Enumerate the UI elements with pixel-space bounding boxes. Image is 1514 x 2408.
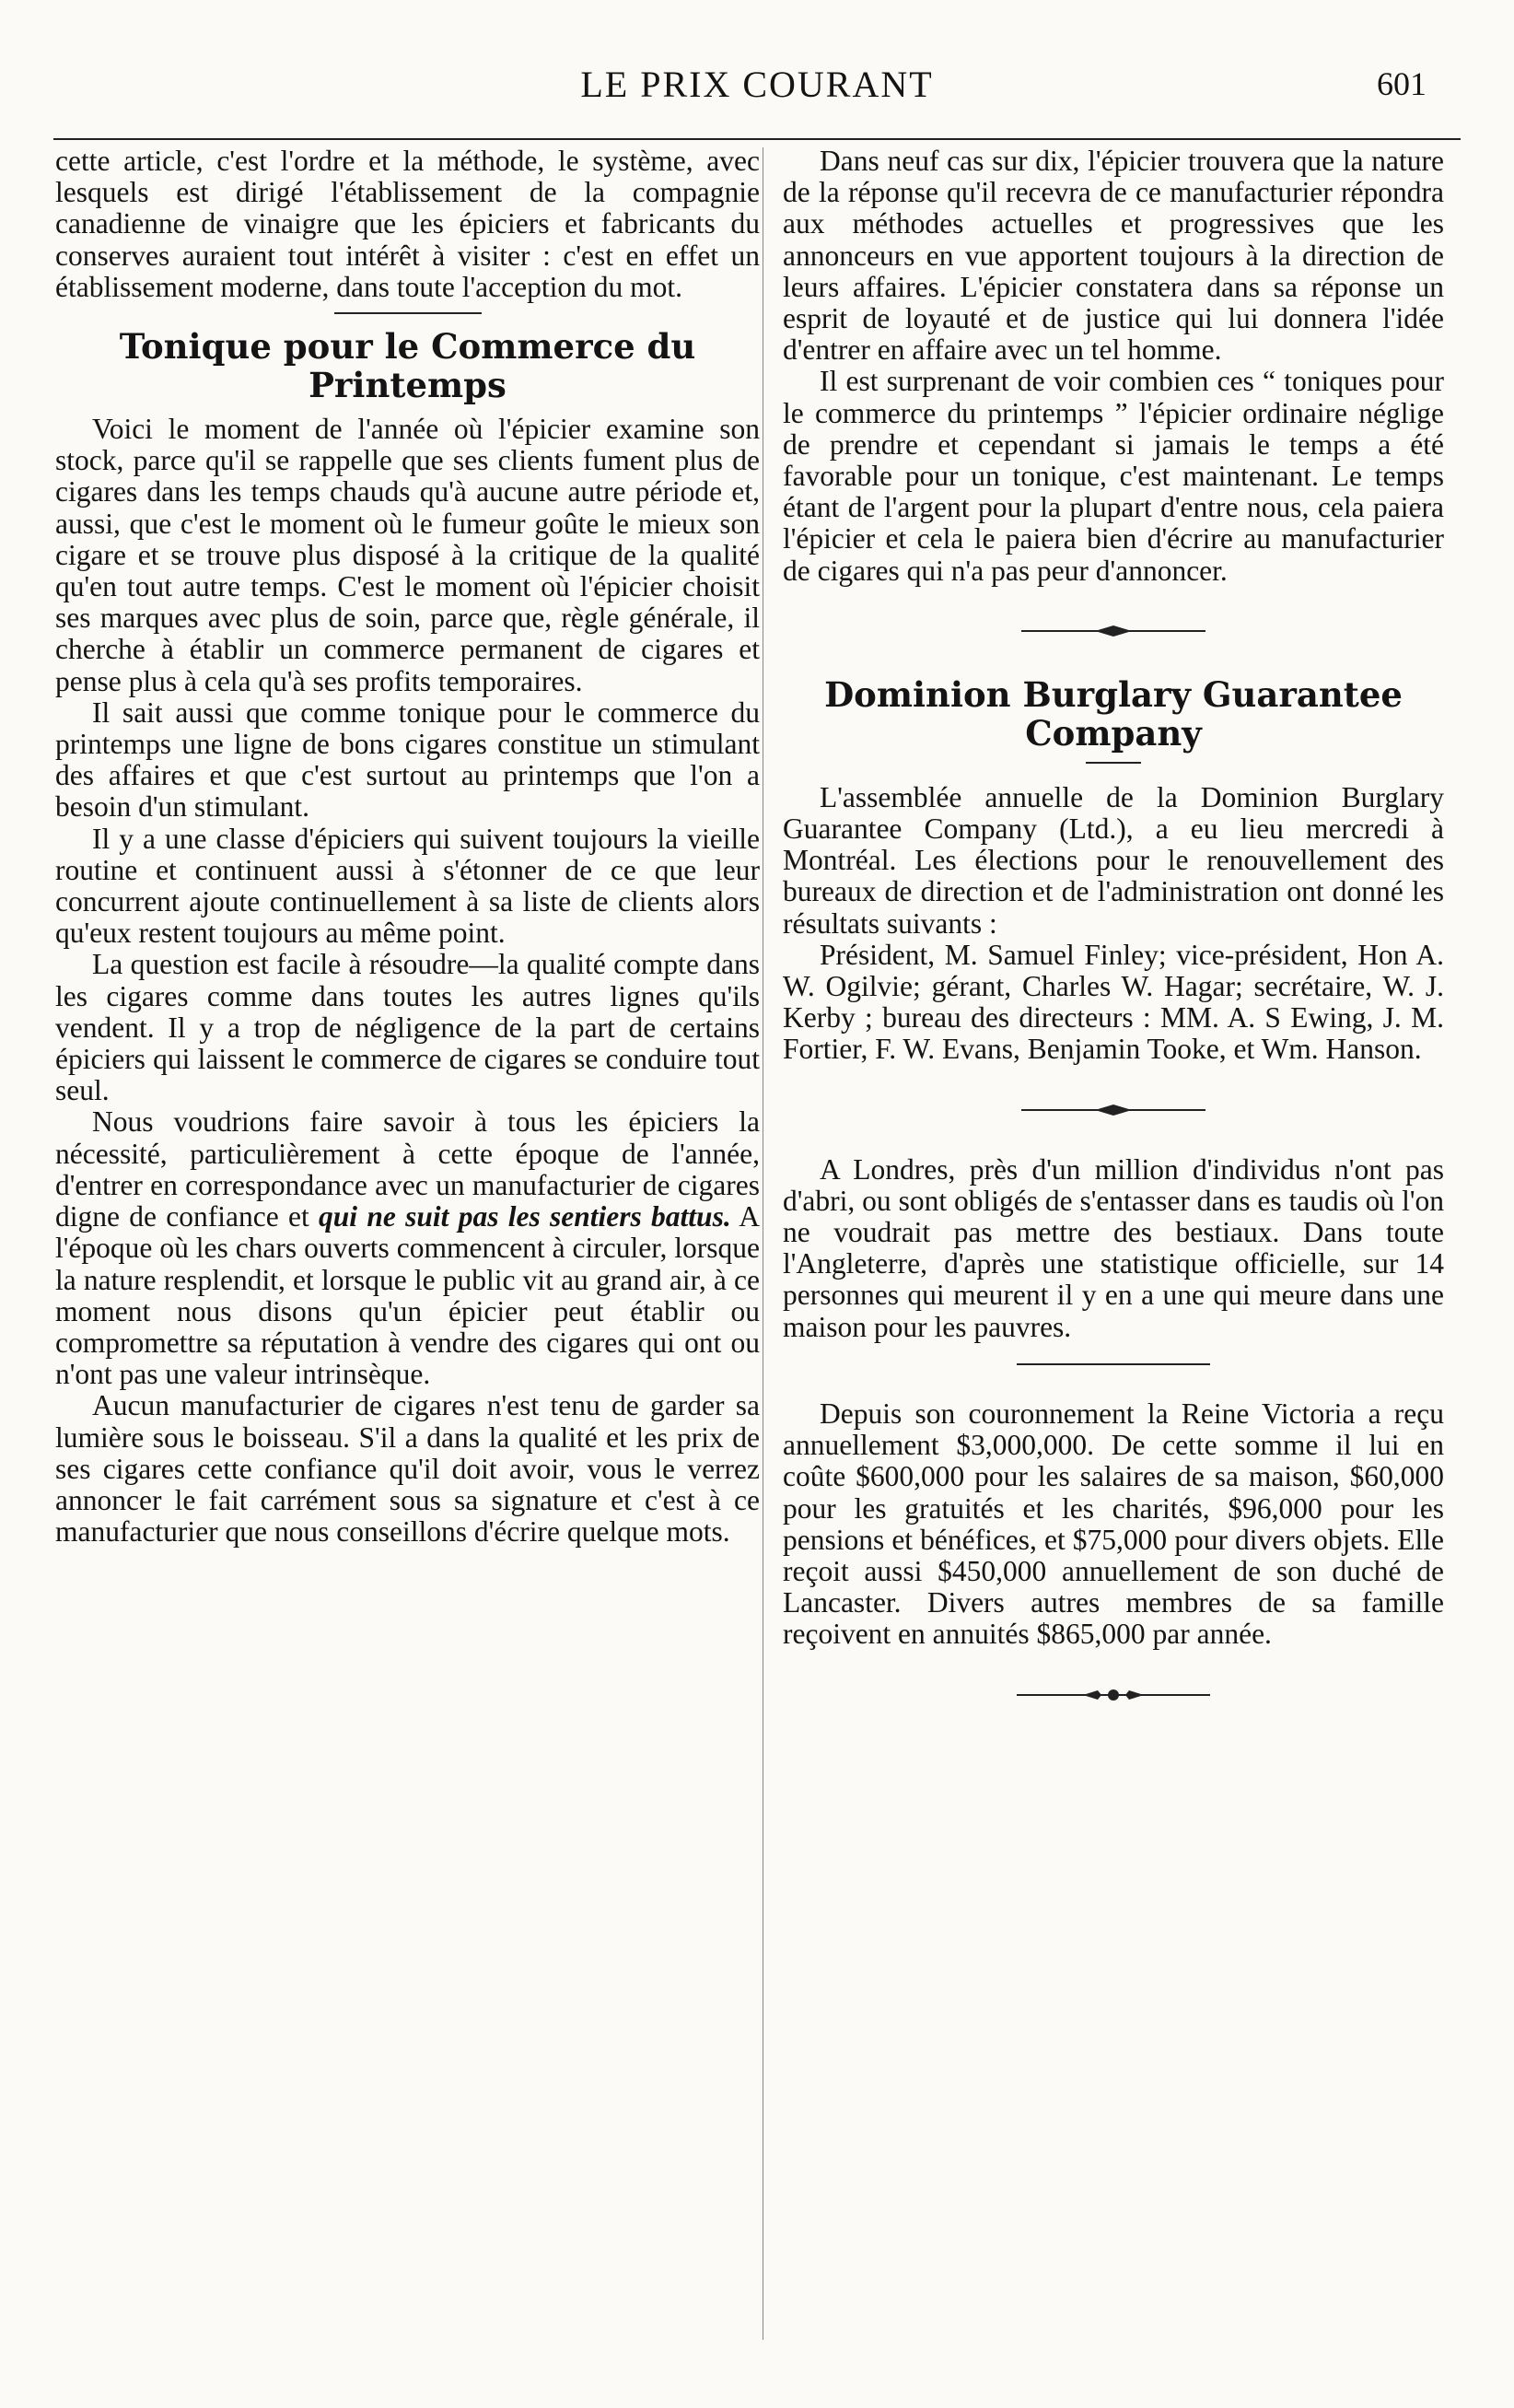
right-column bbox=[783, 146, 1444, 1739]
article-paragraph: Depuis son couronnement la Reine Victoria a reçu annuellement $3,000,000. De cette somme il lui en coûte $600,000 pour les salaires de sa maison, $60,000 pour les gratuités et les charités, $96,000 pour les pensions et bénéfices, et $75,000 pour divers objets. Elle reçoit aussi $450,000 annuellement de son duché de Lancaster. Divers autres membres de sa famille reçoivent en annuités $865,000 par année. bbox=[783, 1397, 1444, 1651]
section-rule bbox=[334, 312, 482, 314]
paragraph-5-start: Nous voudrions faire savoir à tous les épiciers la nécessité, particulièrement à cette époque de l'année, d'entrer en correspondance avec un manufacturier de cigares digne de confiance et bbox=[55, 1105, 760, 1233]
article-paragraph: La question est facile à résoudre—la qualité compte dans les cigares comme dans toutes les autres lignes qu'ils vendent. Il y a trop de négligence de la part de certains épiciers qui laissent le commerce de cigares se conduire tout seul. bbox=[55, 948, 760, 1107]
article-paragraph: Il est surprenant de voir combien ces “ toniques pour le commerce du printemps ” l'épicier ordinaire néglige de prendre et cependant si jamais le temps a été favorable pour un tonique, c'est maintenant. Le temps étant de l'argent pour la plupart d'entre nous, cela paiera l'épicier et cela le paiera bien d'écrire au manufacturier de cigares qui n'a pas peur d'annoncer. bbox=[783, 365, 1444, 587]
article-paragraph: Il sait aussi que comme tonique pour le commerce du printemps une ligne de bons cigares constitue un stimulant des affaires et que c'est surtout au printemps que l'on a besoin d'un stimulant. bbox=[55, 696, 760, 824]
article-paragraph: Dans neuf cas sur dix, l'épicier trouvera que la nature de la réponse qu'il recevra de ce manufacturier répondra aux méthodes actuelles et progressives que les annonceurs en vue apportent toujours à la direction de leurs affaires. L'épicier constatera dans sa réponse un esprit de loyauté et de justice qui lui donnera l'idée d'entrer en affaire avec un tel homme. bbox=[783, 145, 1444, 367]
ornament-divider bbox=[1021, 1101, 1205, 1119]
article-title-dominion: Dominion Burglary Guarantee Company bbox=[824, 673, 1403, 754]
section-rule bbox=[1017, 1363, 1210, 1365]
page-number: 601 bbox=[1377, 65, 1427, 102]
article-paragraph: Il y a une classe d'épiciers qui suivent toujours la vieille routine et continuent aussi à s'étonner de ce que leur concurrent ajoute continuellement à sa liste de clients alors qu'eux restent toujours au même point. bbox=[55, 822, 760, 950]
ornament-divider bbox=[1017, 1686, 1210, 1704]
article-paragraph: Président, M. Samuel Finley; vice-président, Hon A. W. Ogilvie; gérant, Charles W. Hagar; secrétaire, W. J. Kerby ; bureau des directeurs : MM. A. S Ewing, J. M. Fortier, F. W. Evans, Benjamin Tooke, et Wm. Hanson. bbox=[783, 938, 1444, 1066]
paragraph-5-emphasis: qui ne suit pas les sentiers battus. bbox=[319, 1200, 731, 1233]
left-column bbox=[55, 146, 760, 1548]
paragraph-5-end: A l'époque où les chars ouverts commencent à circuler, lorsque la nature resplendit, et lorsque le public vit au grand air, à ce moment nous disons qu'un épicier peut établir ou compromettre sa réputation à vendre des cigares qui ont ou n'ont pas une valeur intrinsèque. bbox=[55, 1200, 761, 1391]
article-paragraph: Aucun manufacturier de cigares n'est tenu de garder sa lumière sous le boisseau. S'il a dans la qualité et les prix de ses cigares cette confiance qu'il doit avoir, vous le verrez annoncer le fait carrément sous sa signature et c'est à ce manufacturier que nous conseillons d'écrire quelque mots. bbox=[55, 1389, 760, 1549]
article-paragraph: L'assemblée annuelle de la Dominion Burglary Guarantee Company (Ltd.), a eu lieu mercredi à Montréal. Les élections pour le renouvellement des bureaux de direction et de l'administration ont donné les résultats suivants : bbox=[783, 780, 1444, 940]
running-head bbox=[0, 63, 1514, 109]
header-rule bbox=[53, 138, 1461, 140]
article-paragraph-5 bbox=[55, 1106, 760, 1390]
running-title: LE PRIX COURANT bbox=[580, 64, 934, 105]
article-paragraph: Voici le moment de l'année où l'épicier examine son stock, parce qu'il se rappelle que ses clients fument plus de cigares dans les temps chauds qu'à aucune autre période et, aussi, que c'est le moment où le fumeur goûte le mieux son cigare et se trouve plus disposé à la critique de la qualité qu'en tout autre temps. C'est le moment où l'épicier choisit ses marques avec plus de soin, parce que, règle générale, il cherche à établir un commerce permanent de cigares et pense plus à cela qu'à ses profits temporaires. bbox=[55, 413, 760, 697]
article-paragraph: A Londres, près d'un million d'individus n'ont pas d'abri, ou sont obligés de s'entasser dans es taudis où l'on ne voudrait pas mettre des bestiaux. Dans toute l'Angleterre, d'après une statistique officielle, sur 14 personnes qui meurent il y en a une qui meure dans une maison pour les pauvres. bbox=[783, 1152, 1444, 1343]
ornament-divider bbox=[1021, 622, 1205, 640]
title-rule bbox=[1086, 762, 1141, 764]
article-title-tonique: Tonique pour le Commerce du Printemps bbox=[119, 326, 696, 406]
intro-paragraph: cette article, c'est l'ordre et la méthode, le système, avec lesquels est dirigé l'établissement de la compagnie canadienne de vinaigre que les épiciers et fabricants du conserves auraient tout intérêt à visiter : c'est en effet un établissement moderne, dans toute l'acception du mot. bbox=[55, 145, 760, 303]
